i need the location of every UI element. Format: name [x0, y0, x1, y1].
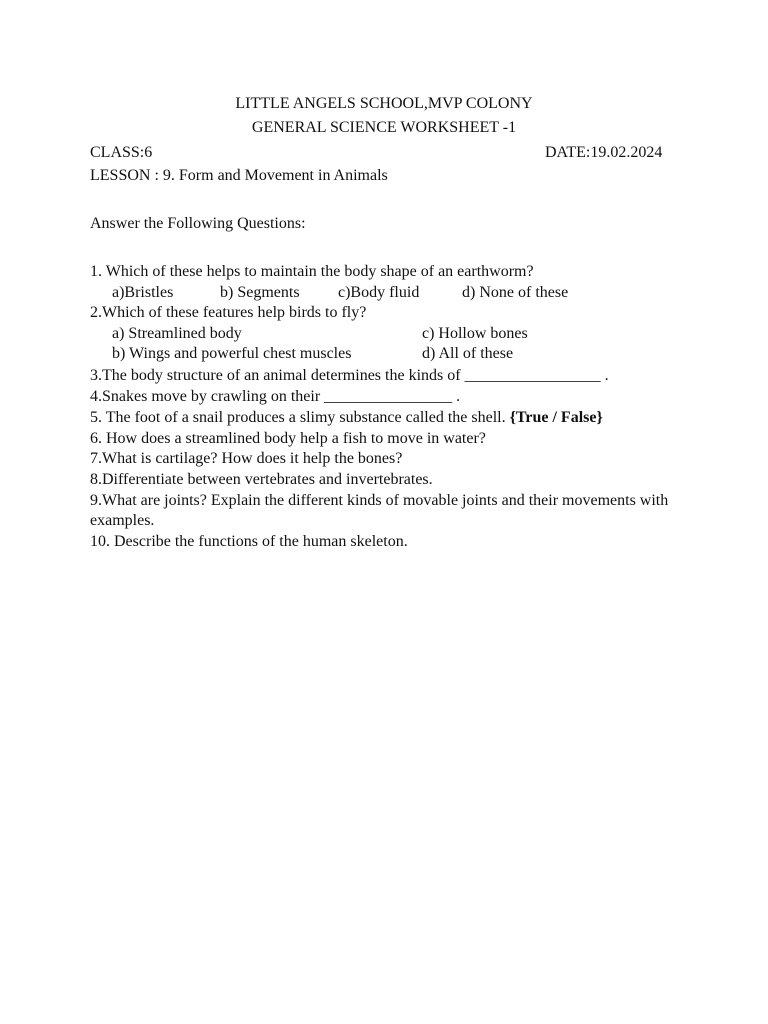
question-2: 2.Which of these features help birds to fly? [90, 304, 367, 321]
lesson-title: LESSON : 9. Form and Movement in Animals [90, 167, 388, 184]
question-9-line-1: 9.What are joints? Explain the different kinds of movable joints and their movements with [90, 492, 669, 509]
question-1-option-a: a)Bristles [112, 284, 174, 301]
question-1-option-c: c)Body fluid [338, 284, 420, 301]
worksheet-title: GENERAL SCIENCE WORKSHEET -1 [251, 119, 517, 136]
school-name: LITTLE ANGELS SCHOOL,MVP COLONY [235, 95, 533, 112]
question-5-text: 5. The foot of a snail produces a slimy substance called the shell. [90, 409, 506, 426]
date-label: DATE:19.02.2024 [545, 144, 663, 161]
question-8: 8.Differentiate between vertebrates and invertebrates. [90, 471, 433, 488]
question-7: 7.What is cartilage? How does it help the bones? [90, 450, 403, 467]
class-label: CLASS:6 [90, 144, 153, 161]
question-10: 10. Describe the functions of the human skeleton. [90, 533, 408, 550]
question-5 [90, 408, 603, 428]
question-5-answer-choice: {True / False} [509, 409, 603, 426]
question-1-option-d: d) None of these [462, 284, 569, 301]
question-1-option-b: b) Segments [220, 284, 300, 301]
question-1: 1. Which of these helps to maintain the body shape of an earthworm? [90, 263, 534, 280]
question-2-option-b: b) Wings and powerful chest muscles [112, 345, 352, 362]
question-9-line-2: examples. [90, 512, 155, 529]
question-3: 3.The body structure of an animal determines the kinds of _________________ . [90, 367, 609, 384]
instructions: Answer the Following Questions: [90, 215, 306, 232]
question-2-option-c: c) Hollow bones [422, 325, 528, 342]
question-2-option-a: a) Streamlined body [112, 325, 242, 342]
question-2-option-d: d) All of these [422, 345, 514, 362]
question-4: 4.Snakes move by crawling on their ________________ . [90, 388, 461, 405]
question-6: 6. How does a streamlined body help a fish to move in water? [90, 430, 486, 447]
